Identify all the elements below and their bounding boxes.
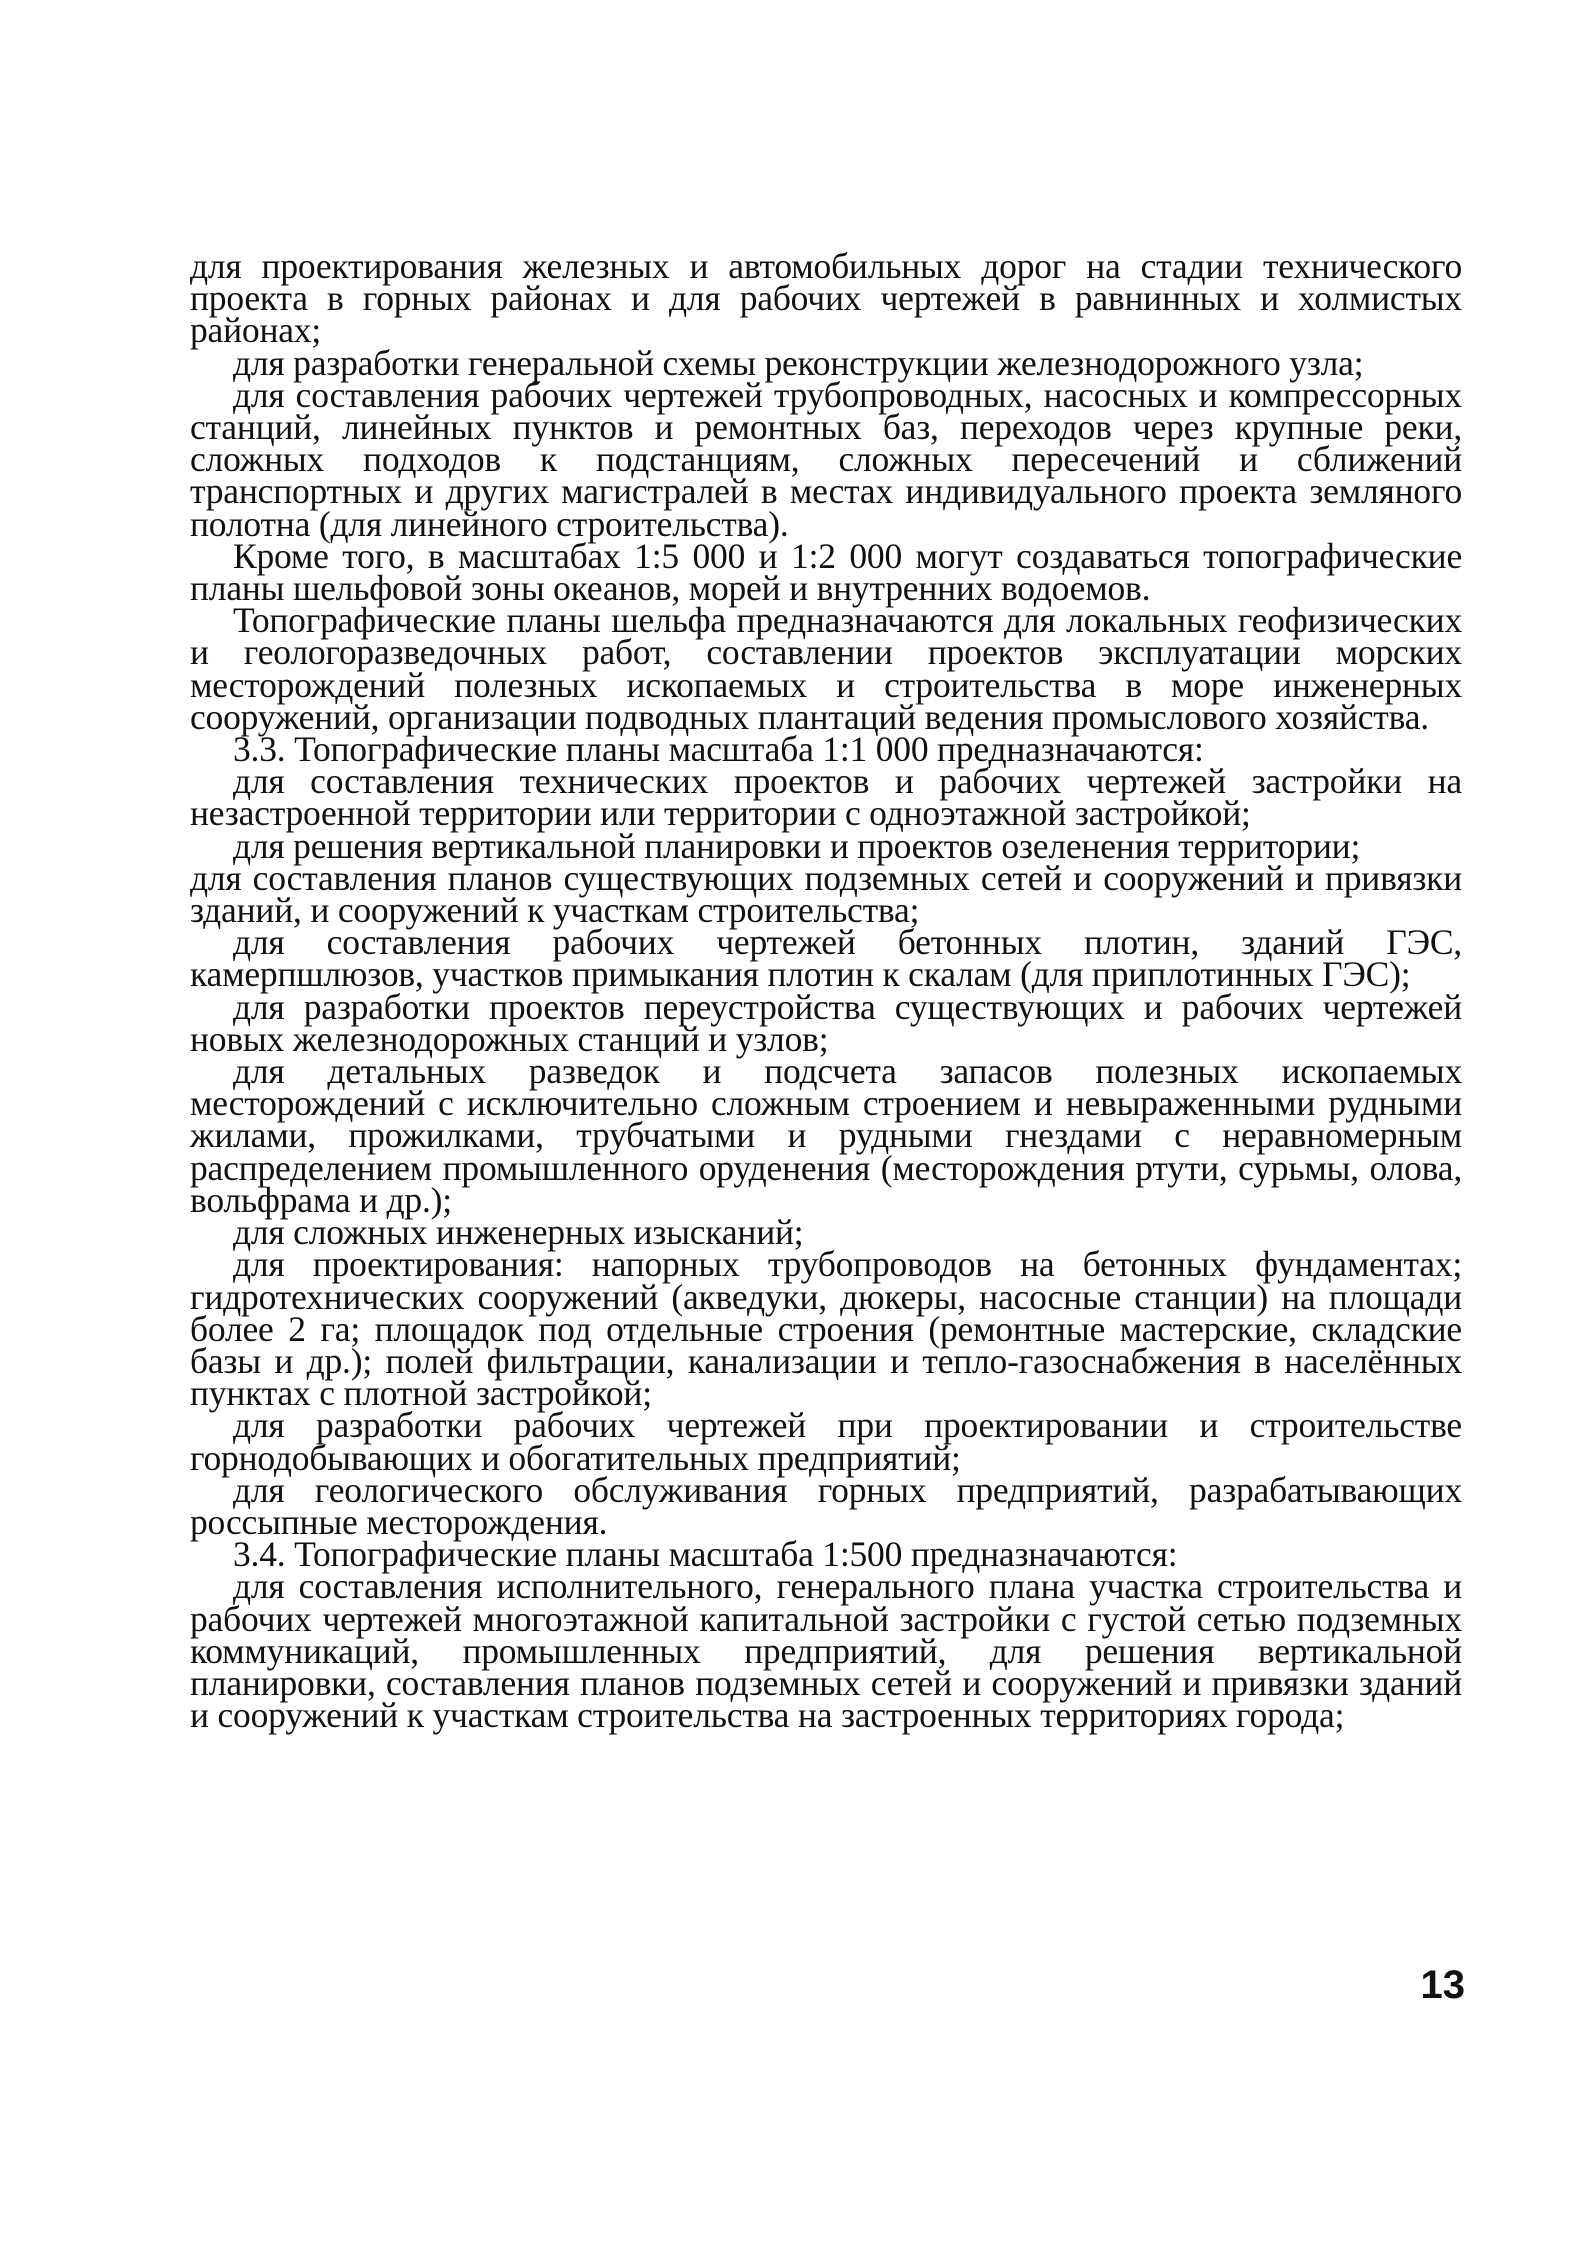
paragraph: для составления технических проектов и рабочих чертежей застройки на незастроенной территории или территории с одноэтажной застройкой; bbox=[190, 761, 1462, 834]
page-number: 13 bbox=[1420, 1963, 1465, 2007]
paragraph: для разработки проектов переустройства существующих и рабочих чертежей новых железнодорожных станций и узлов; bbox=[190, 986, 1462, 1059]
paragraph: для составления рабочих чертежей трубопроводных, насосных и компрессорных станций, линейных пунктов и ремонтных баз, переходов через крупные реки, сложных подходов к подстанциям, сложных пересечений и сближений транспортных и других магистралей в местах индивидуального проекта земляного полотна (для линейного строительства). bbox=[190, 374, 1462, 544]
paragraph: для проектирования железных и автомобильных дорог на стадии технического проекта в горных районах и для рабочих чертежей в равнинных и холмистых районах; bbox=[190, 246, 1462, 351]
paragraph: для проектирования: напорных трубопроводов на бетонных фундаментах; гидротехнических сооружений (акведуки, дюкеры, насосные станции) на площади более 2 га; площадок под отдельные строения (ремонтные мастерские, складские базы и др.); полей фильтрации, канализации и тепло-газоснабжения в населённых пунктах с плотной застройкой; bbox=[190, 1244, 1462, 1414]
paragraph: для геологического обслуживания горных предприятий, разрабатывающих россыпные месторождения. bbox=[190, 1469, 1462, 1542]
paragraph: для разработки генеральной схемы реконструкции железнодорожного узла; bbox=[233, 342, 1364, 383]
paragraph: для составления планов существующих подземных сетей и сооружений и привязки зданий, и сооружений к участкам строительства; bbox=[190, 857, 1462, 931]
paragraph: Кроме того, в масштабах 1:5 000 и 1:2 000 могут создаваться топографические планы шельфовой зоны океанов, морей и внутренних водоемов. bbox=[190, 535, 1462, 609]
paragraph: для сложных инженерных изысканий; bbox=[233, 1212, 804, 1253]
paragraph: для решения вертикальной планировки и проектов озеленения территории; bbox=[233, 825, 1361, 866]
paragraph: Топографические планы шельфа предназначаются для локальных геофизических и геологоразведочных работ, составлении проектов эксплуатации морских месторождений полезных ископаемых и строительства в море инженерных сооружений, организации подводных плантаций ведения промыслового хозяйства. bbox=[190, 600, 1462, 737]
body-text bbox=[190, 246, 1462, 1736]
section-heading-3-3: 3.3. Топографические планы масштаба 1:1 000 предназначаются: bbox=[233, 729, 1204, 770]
paragraph: для детальных разведок и подсчета запасов полезных ископаемых месторождений с исключительно сложным строением и невыраженными рудными жилами, прожилками, трубчатыми и рудными гнездами с неравномерным распределением промышленного оруденения (месторождения ртути, сурьмы, олова, вольфрама и др.); bbox=[190, 1051, 1462, 1220]
paragraph: для разработки рабочих чертежей при проектировании и строительстве горнодобывающих и обогатительных предприятий; bbox=[190, 1405, 1462, 1478]
section-heading-3-4: 3.4. Топографические планы масштаба 1:500 предназначаются: bbox=[233, 1534, 1178, 1575]
paragraph: для составления рабочих чертежей бетонных плотин, зданий ГЭС, камерпшлюзов, участков примыкания плотин к скалам (для приплотинных ГЭС); bbox=[190, 922, 1462, 995]
paragraph: для составления исполнительного, генерального плана участка строительства и рабочих чертежей многоэтажной капитальной застройки с густой сетью подземных коммуникаций, промышленных предприятий, для решения вертикальной планировки, составления планов подземных сетей и сооружений и привязки зданий и сооружений к участкам строительства на застроенных территориях города; bbox=[190, 1566, 1462, 1736]
